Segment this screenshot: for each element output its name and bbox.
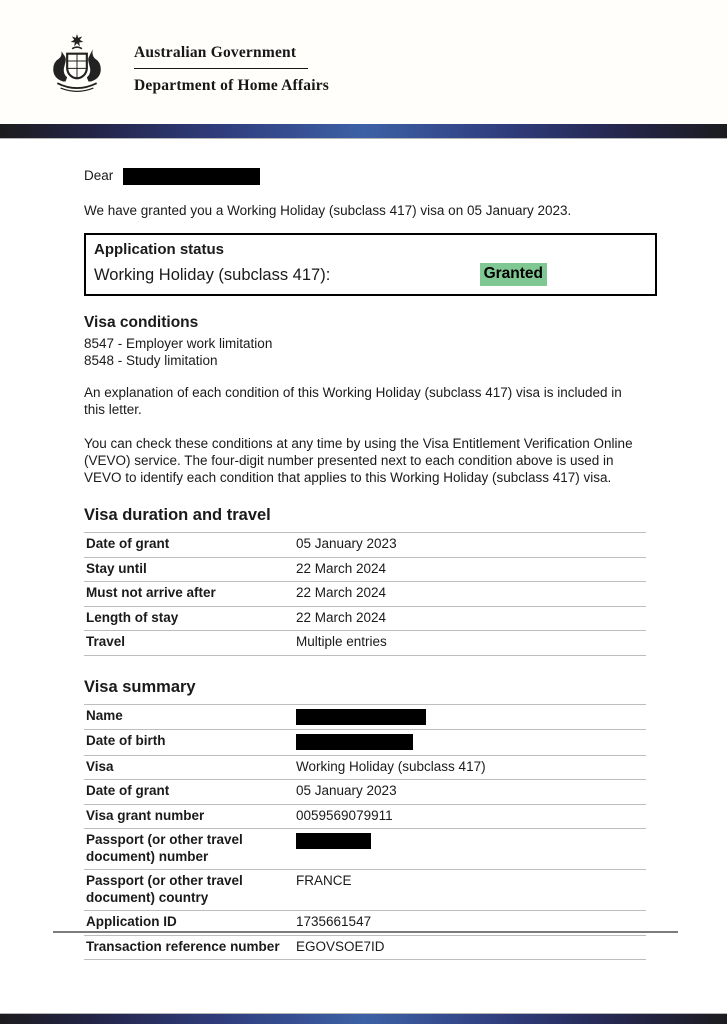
conditions-explanation-paragraph: An explanation of each condition of this Working Holiday (subclass 417) visa is included in this letter. — [84, 385, 622, 417]
footer-gradient-band — [0, 1013, 727, 1024]
salutation-text: Dear — [84, 168, 114, 183]
application-status-title: Application status — [94, 241, 225, 258]
letterhead — [0, 0, 727, 124]
name-redaction — [296, 709, 426, 725]
row-label: Transaction reference number — [84, 935, 294, 960]
letter-body — [0, 166, 727, 960]
visa-duration-heading: Visa duration and travel — [84, 506, 271, 524]
row-value: FRANCE — [294, 870, 646, 911]
visa-type-label: Working Holiday (subclass 417): — [94, 265, 331, 284]
table-row — [84, 829, 646, 870]
row-label: Date of grant — [84, 780, 294, 805]
australian-coat-of-arms-icon — [36, 28, 118, 108]
condition-item: 8547 - Employer work limitation — [84, 336, 273, 351]
condition-item: 8548 - Study limitation — [84, 352, 218, 368]
table-row — [84, 533, 646, 558]
row-label: Visa — [84, 755, 294, 780]
table-row — [84, 582, 646, 607]
table-row — [84, 606, 646, 631]
row-value: 1735661547 — [294, 911, 646, 936]
letterhead-divider — [134, 68, 308, 69]
row-value — [294, 829, 646, 870]
table-row — [84, 704, 646, 730]
row-value: Multiple entries — [294, 631, 646, 656]
table-row — [84, 935, 646, 960]
row-label: Passport (or other travel document) country — [84, 870, 294, 911]
table-row — [84, 730, 646, 756]
row-label: Name — [84, 704, 294, 730]
row-label: Passport (or other travel document) number — [84, 829, 294, 870]
passport-number-redaction — [296, 833, 371, 849]
footer-divider — [53, 931, 678, 933]
application-status-row — [94, 263, 647, 286]
row-label: Visa grant number — [84, 804, 294, 829]
row-value: 22 March 2024 — [294, 606, 646, 631]
table-row — [84, 631, 646, 656]
table-row — [84, 755, 646, 780]
row-value: 05 January 2023 — [294, 780, 646, 805]
table-row — [84, 780, 646, 805]
letterhead-text — [134, 44, 329, 95]
row-value: 22 March 2024 — [294, 582, 646, 607]
row-value: 0059569079911 — [294, 804, 646, 829]
application-status-box — [84, 233, 657, 296]
row-value — [294, 704, 646, 730]
visa-conditions-heading: Visa conditions — [84, 314, 199, 331]
recipient-name-redaction — [123, 168, 260, 185]
row-label: Travel — [84, 631, 294, 656]
grant-intro-paragraph: We have granted you a Working Holiday (subclass 417) visa on 05 January 2023. — [84, 203, 572, 218]
row-label: Application ID — [84, 911, 294, 936]
table-row — [84, 870, 646, 911]
visa-duration-table — [84, 532, 646, 656]
row-value: EGOVSOE7ID — [294, 935, 646, 960]
vevo-note-paragraph: You can check these conditions at any time by using the Visa Entitlement Verification Online (VEVO) service. The four-digit number presented next to each condition above is used in VEVO to identify each condition that applies to this Working Holiday (subclass 417) visa. — [84, 436, 633, 485]
row-label: Stay until — [84, 557, 294, 582]
visa-summary-heading: Visa summary — [84, 677, 196, 696]
header-gradient-band — [0, 124, 727, 139]
table-row — [84, 557, 646, 582]
row-value — [294, 730, 646, 756]
row-value: 22 March 2024 — [294, 557, 646, 582]
row-label: Date of birth — [84, 730, 294, 756]
row-label: Must not arrive after — [84, 582, 294, 607]
government-title: Australian Government — [134, 44, 297, 61]
row-label: Date of grant — [84, 533, 294, 558]
row-label: Length of stay — [84, 606, 294, 631]
status-badge: Granted — [480, 263, 547, 286]
row-value: 05 January 2023 — [294, 533, 646, 558]
row-value: Working Holiday (subclass 417) — [294, 755, 646, 780]
table-row — [84, 804, 646, 829]
department-title: Department of Home Affairs — [134, 77, 330, 94]
visa-summary-table — [84, 704, 646, 961]
salutation-line — [84, 166, 667, 184]
date-of-birth-redaction — [296, 734, 413, 750]
